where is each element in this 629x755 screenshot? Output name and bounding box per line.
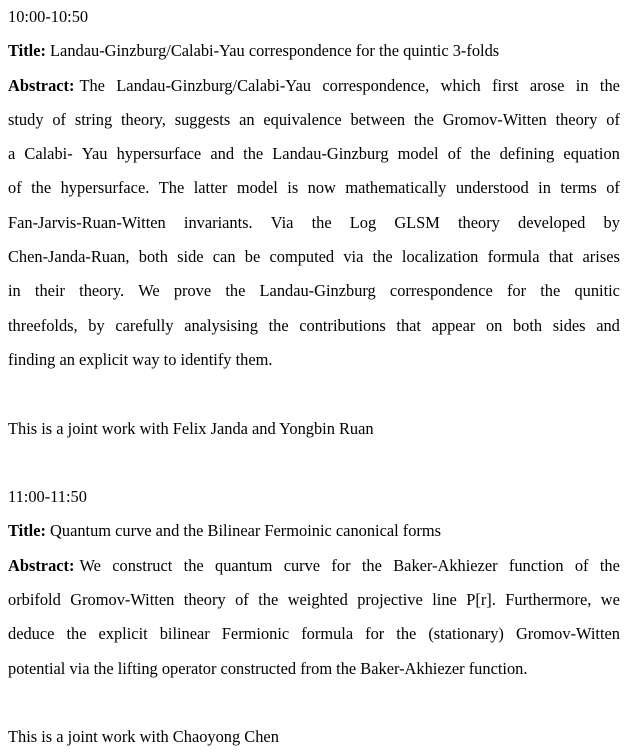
word: Landau-Ginzburg — [272, 144, 389, 164]
word: arises — [582, 247, 620, 267]
word: correspondence, — [322, 75, 430, 95]
word: of — [447, 144, 462, 164]
word: a — [8, 144, 16, 164]
word: formula — [487, 247, 540, 267]
word: line — [432, 590, 457, 610]
word: quantum — [215, 555, 273, 575]
word: formula — [301, 624, 354, 644]
word: side — [177, 247, 204, 267]
word: deduce — [8, 624, 55, 644]
abstract-line — [8, 240, 620, 274]
word: The — [158, 178, 185, 198]
word: construct — [112, 555, 173, 575]
abstract-line — [8, 206, 620, 240]
word: the — [396, 624, 417, 644]
word: theory — [555, 109, 598, 129]
word: We — [138, 281, 160, 301]
word: Landau-Ginzburg/Calabi-Yau — [116, 75, 311, 95]
abstract-line — [8, 171, 620, 205]
word: explicit — [98, 624, 148, 644]
word: string — [74, 109, 113, 129]
word: projective — [357, 590, 423, 610]
abstract-line — [8, 309, 620, 343]
word: The — [79, 75, 105, 95]
word: Calabi- — [24, 144, 73, 164]
word: that — [396, 315, 421, 335]
word: Log — [349, 212, 377, 232]
word: both — [512, 315, 543, 335]
word: the — [372, 247, 393, 267]
word: theory, — [120, 109, 166, 129]
word: theory. — [79, 281, 125, 301]
word: developed — [518, 212, 586, 232]
word: localization — [401, 247, 479, 267]
word: study — [8, 109, 44, 129]
word: the — [540, 281, 561, 301]
word: is — [287, 178, 299, 198]
talk-2 — [8, 480, 620, 754]
word: Landau-Ginzburg — [259, 281, 376, 301]
word: appear — [431, 315, 476, 335]
abstract-line-last: potential via the lifting operator constructed from the Baker-Akhiezer function. — [8, 658, 528, 678]
blank-spacer — [8, 446, 620, 480]
blank-spacer — [8, 377, 620, 411]
word: the — [470, 144, 491, 164]
word: an — [239, 109, 255, 129]
abstract-line — [8, 69, 620, 103]
talk-title: Landau-Ginzburg/Calabi-Yau correspondence for the quintic 3-folds — [50, 41, 500, 61]
abstract-text — [79, 69, 620, 103]
word: equivalence — [263, 109, 342, 129]
word: model — [397, 144, 439, 164]
word: P[r]. — [466, 590, 496, 610]
talk-title-line — [8, 514, 620, 548]
word: and — [210, 144, 235, 164]
word: the — [225, 281, 246, 301]
talk-time: 11:00-11:50 — [8, 487, 87, 507]
joint-work-note: This is a joint work with Chaoyong Chen — [8, 727, 279, 747]
word: between — [350, 109, 406, 129]
word: defining — [499, 144, 555, 164]
abstract-line-last: finding an explicit way to identify them. — [8, 349, 273, 369]
word: qunitic — [574, 281, 620, 301]
word: and — [596, 315, 620, 335]
word: of — [606, 178, 620, 198]
word: bilinear — [159, 624, 210, 644]
word: arose — [529, 75, 565, 95]
word: the — [183, 555, 204, 575]
talk-title: Quantum curve and the Bilinear Fermoinic canonical forms — [50, 521, 442, 541]
word: orbifold — [8, 590, 61, 610]
schedule-document — [8, 0, 620, 755]
word: on — [485, 315, 503, 335]
word: threefolds, — [8, 315, 78, 335]
word: function — [508, 555, 564, 575]
word: that — [548, 247, 574, 267]
word: of — [8, 178, 22, 198]
word: mathematically — [345, 178, 447, 198]
word: the — [243, 144, 264, 164]
abstract-label: Abstract: — [8, 555, 75, 575]
word: the — [66, 624, 87, 644]
word: in — [8, 281, 21, 301]
word: can — [212, 247, 236, 267]
joint-work-note: This is a joint work with Felix Janda and Yongbin Ruan — [8, 418, 374, 438]
word: Furthermore, — [505, 590, 592, 610]
word: Via — [270, 212, 294, 232]
word: by — [88, 315, 105, 335]
blank-spacer — [8, 686, 620, 720]
word: of — [574, 555, 589, 575]
word: curve — [283, 555, 321, 575]
word: analysising — [184, 315, 258, 335]
word: the — [31, 178, 52, 198]
word: of — [235, 590, 249, 610]
word: equation — [563, 144, 620, 164]
word: both — [138, 247, 168, 267]
word: for — [331, 555, 351, 575]
word: now — [307, 178, 336, 198]
word: theory — [458, 212, 500, 232]
word: Fermionic — [221, 624, 290, 644]
word: sides — [552, 315, 586, 335]
word: which — [440, 75, 481, 95]
word: Gromov-Witten — [70, 590, 175, 610]
talk-time: 10:00-10:50 — [8, 7, 89, 26]
abstract-line — [8, 103, 620, 137]
word: the — [258, 590, 279, 610]
word: we — [600, 590, 620, 610]
word: Gromov-Witten — [515, 624, 620, 644]
word: Gromov-Witten — [442, 109, 547, 129]
abstract-line — [8, 617, 620, 651]
word: be — [244, 247, 261, 267]
word: Baker-Akhiezer — [393, 555, 498, 575]
word: in — [575, 75, 589, 95]
talk-1 — [8, 0, 620, 446]
word: prove — [173, 281, 212, 301]
word: invariants. — [183, 212, 253, 232]
word: terms — [560, 178, 597, 198]
word: GLSM — [394, 212, 440, 232]
word: of — [606, 109, 620, 129]
title-label: Title: — [8, 521, 46, 541]
word: model — [236, 178, 278, 198]
word: We — [79, 555, 101, 575]
word: suggests — [174, 109, 231, 129]
word: the — [413, 109, 434, 129]
word: Fan-Jarvis-Ruan-Witten — [8, 212, 166, 232]
word: for — [506, 281, 527, 301]
word: computed — [269, 247, 335, 267]
word: of — [52, 109, 66, 129]
word: weighted — [287, 590, 348, 610]
abstract-line — [8, 583, 620, 617]
word: the — [599, 75, 620, 95]
abstract-line — [8, 137, 620, 171]
word: hypersurface. — [60, 178, 150, 198]
word: via — [343, 247, 364, 267]
word: the — [599, 555, 620, 575]
word: latter — [193, 178, 228, 198]
title-label: Title: — [8, 41, 46, 61]
word: their — [34, 281, 65, 301]
word: Chen-Janda-Ruan, — [8, 247, 130, 267]
abstract-text — [79, 549, 620, 583]
word: correspondence — [389, 281, 493, 301]
word: hypersurface — [116, 144, 202, 164]
word: carefully — [115, 315, 174, 335]
word: theory — [183, 590, 226, 610]
abstract-line — [8, 274, 620, 308]
word: contributions — [299, 315, 386, 335]
word: by — [603, 212, 620, 232]
talk-title-line — [8, 34, 620, 68]
word: (stationary) — [428, 624, 504, 644]
word: the — [361, 555, 382, 575]
abstract-label: Abstract: — [8, 75, 75, 95]
word: Yau — [81, 144, 108, 164]
abstract-line — [8, 549, 620, 583]
word: for — [365, 624, 385, 644]
word: in — [538, 178, 551, 198]
word: the — [311, 212, 332, 232]
word: the — [268, 315, 289, 335]
word: understood — [455, 178, 529, 198]
word: first — [492, 75, 519, 95]
